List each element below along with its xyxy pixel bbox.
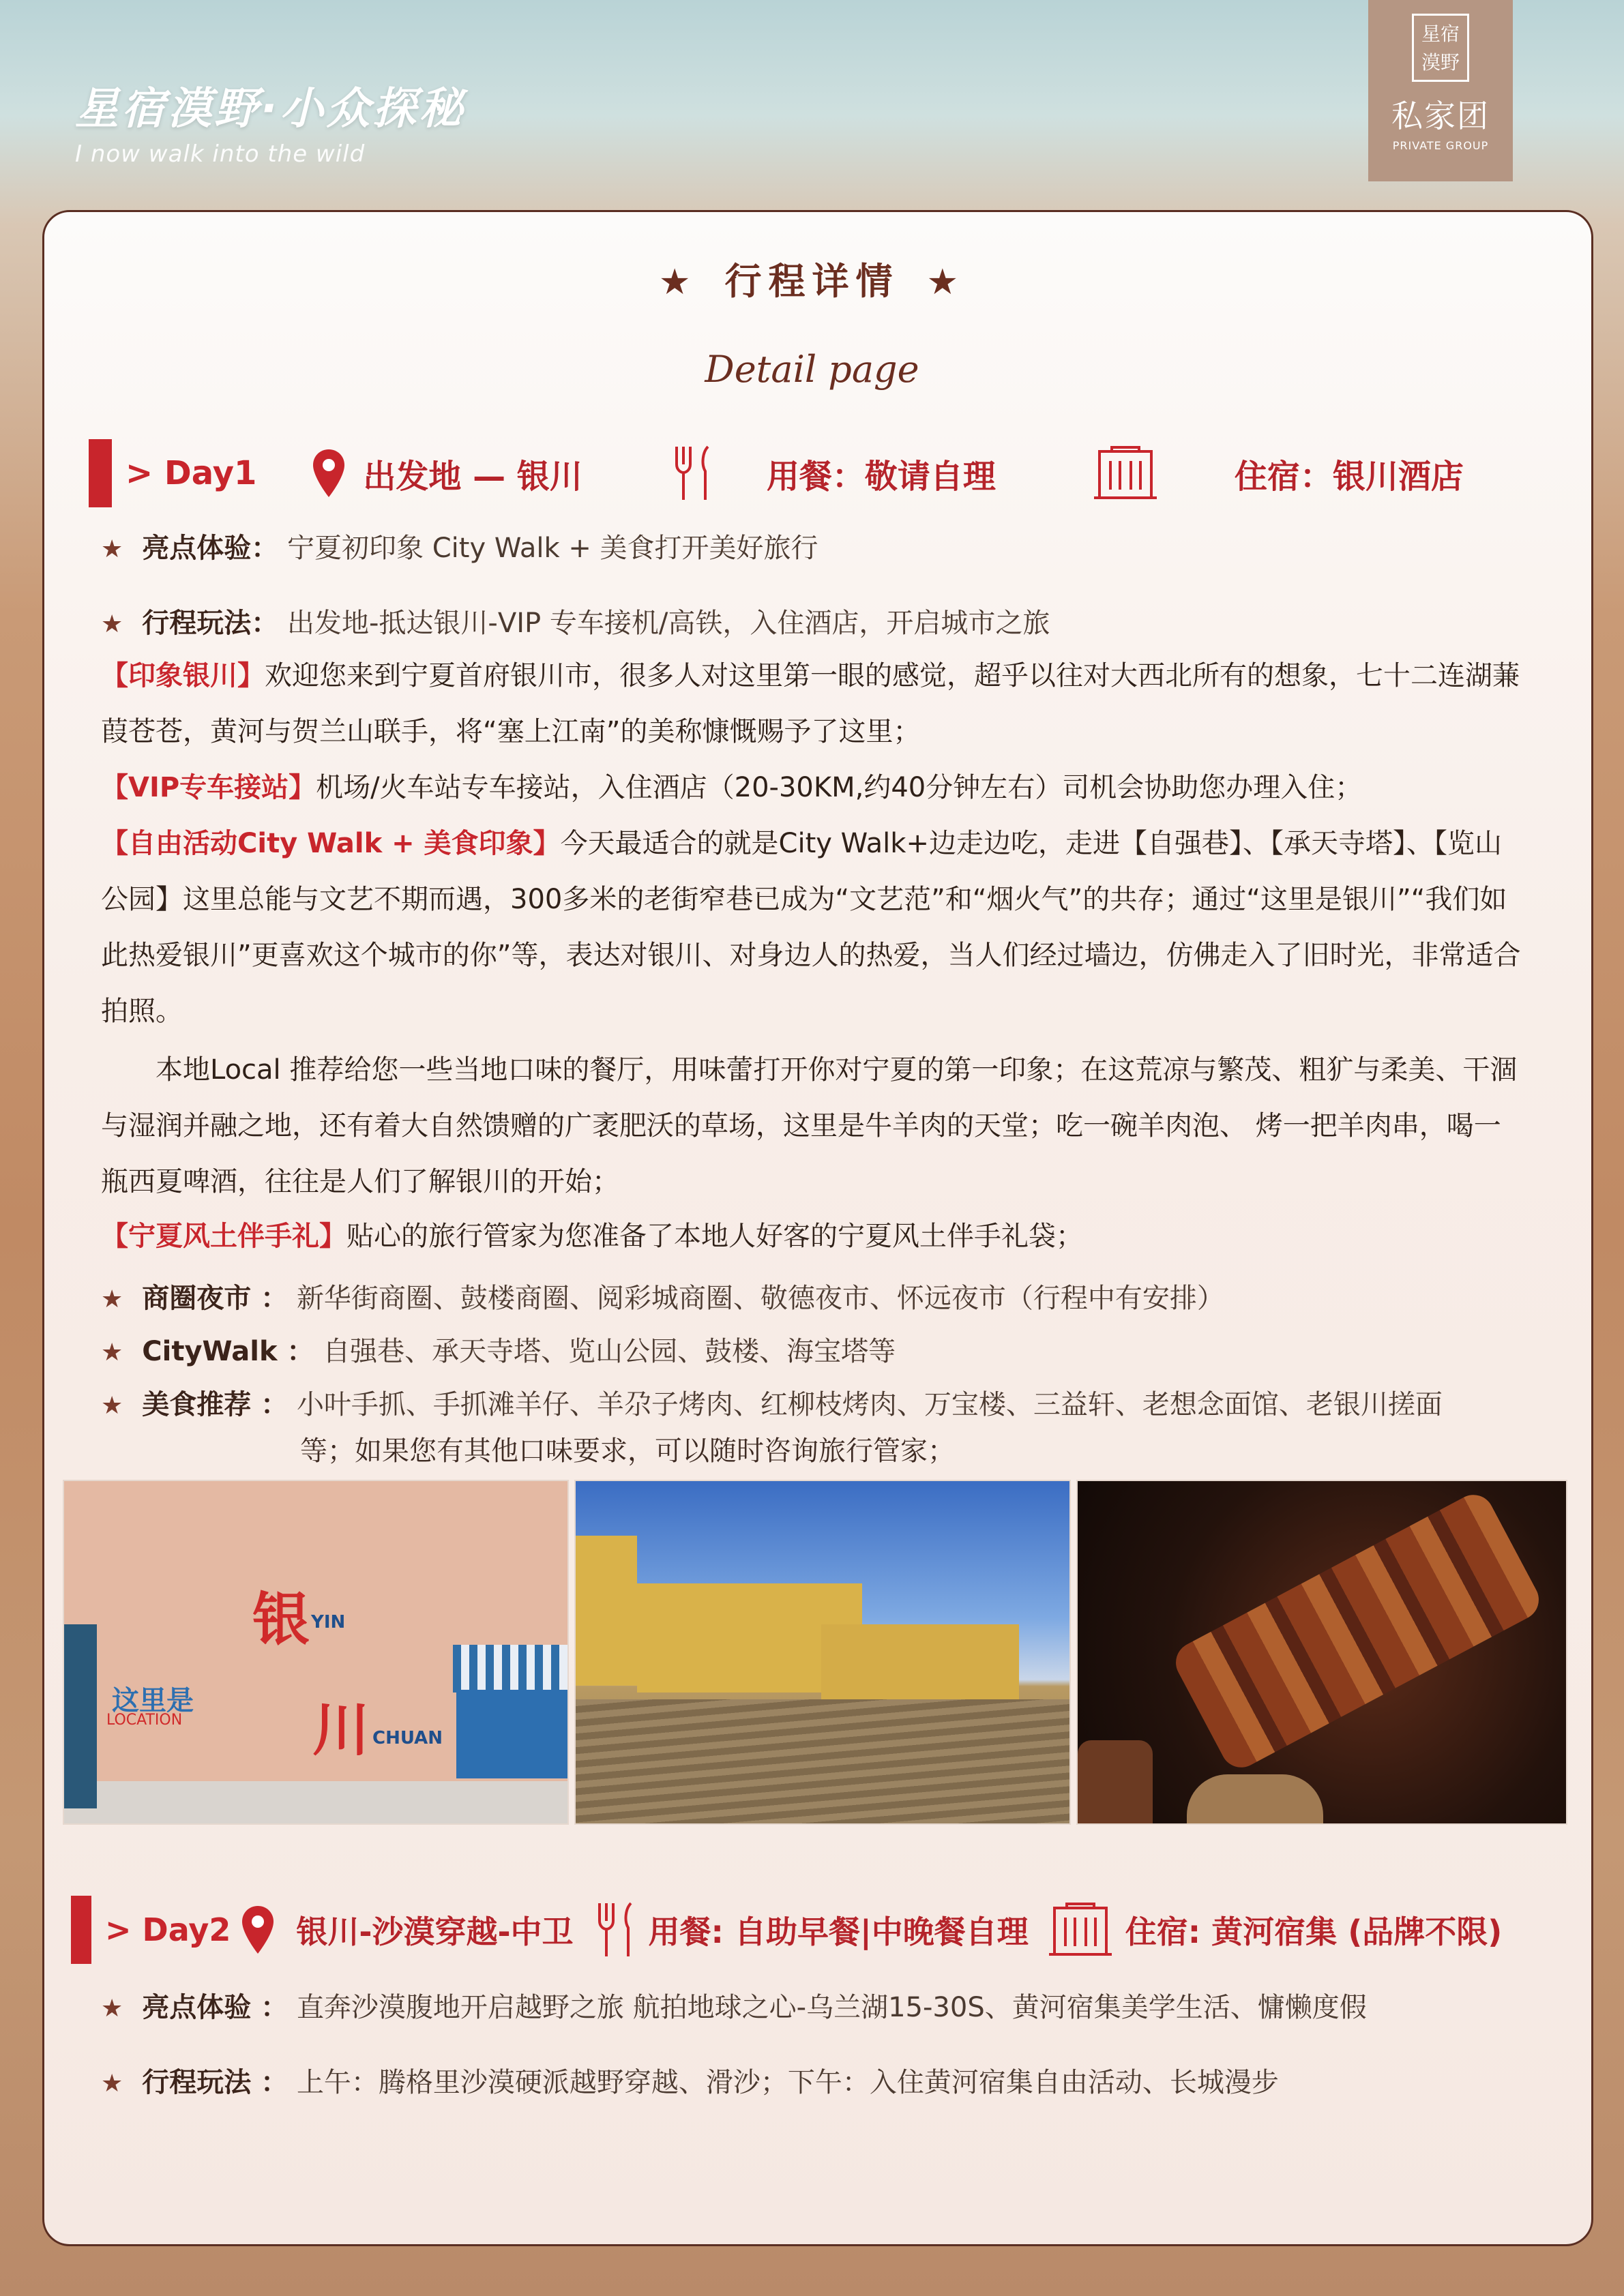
day2-stay: 住宿: 黄河宿集 (品牌不限) xyxy=(1125,1913,1503,1950)
day1-play: ★ 行程玩法： 出发地-抵达银川-VIP 专车接机/高铁，入住酒店，开启城市之旅 xyxy=(101,608,1050,639)
day1-highlight: ★ 亮点体验： 宁夏初印象 City Walk + 美食打开美好旅行 xyxy=(101,533,818,564)
stadium-arches-photo xyxy=(574,1480,1071,1825)
day1-stay: 住宿：银川酒店 xyxy=(1234,457,1464,496)
day-marker xyxy=(71,1896,91,1964)
badge-sub: PRIVATE GROUP xyxy=(1392,139,1489,152)
hotel-building-icon xyxy=(1091,446,1160,501)
day2-play: ★ 行程玩法 ： 上午：腾格里沙漠硬派越野穿越、滑沙；下午：入住黄河宿集自由活动、长城漫步 xyxy=(101,2067,1279,2098)
day2-header xyxy=(71,1896,1502,1964)
page-title xyxy=(0,252,1624,305)
badge-name: 私家团 xyxy=(1391,98,1490,134)
page-subtitle: Detail page xyxy=(705,348,919,391)
day2-label: > Day2 xyxy=(105,1911,231,1948)
fork-knife-icon xyxy=(671,444,719,503)
wall-char-chuan: 川 xyxy=(312,1697,370,1763)
day1-food-cont: 等；如果您有其他口味要求，可以随时咨询旅行管家； xyxy=(300,1435,955,1467)
page-title-text: 行程详情 xyxy=(724,260,900,303)
day1-citywalk: ★ CityWalk ： 自强巷、承天寺塔、览山公园、鼓楼、海宝塔等 xyxy=(101,1336,896,1367)
brand-slogan: I now walk into the wild xyxy=(75,140,366,168)
wall-text-yin: YIN xyxy=(311,1612,346,1632)
day1-food: ★ 美食推荐 ： 小叶手抓、手抓滩羊仔、羊尕子烤肉、红柳枝烤肉、万宝楼、三益轩、老想念面馆、老银川搓面 xyxy=(101,1389,1443,1420)
wall-char-yin: 银 xyxy=(252,1586,310,1653)
day2-meal: 用餐: 自助早餐|中晚餐自理 xyxy=(648,1913,1029,1950)
wall-text-location: LOCATION xyxy=(106,1712,183,1729)
location-pin-icon xyxy=(311,448,346,498)
wall-text-chuan: CHUAN xyxy=(372,1728,443,1748)
star-icon: ★ xyxy=(658,262,698,303)
seal-logo: 星宿漠野 xyxy=(1412,14,1469,82)
hotel-building-icon xyxy=(1046,1903,1114,1957)
yinchuan-wall-photo xyxy=(63,1480,569,1825)
day1-paragraph-vip: 【VIP专车接站】机场/火车站专车接站，入住酒店（20-30KM,约40分钟左右）司机会协助您办理入住； xyxy=(101,772,1363,803)
brand xyxy=(75,74,465,168)
wall-text-here: 这里是 xyxy=(112,1685,194,1716)
star-icon: ★ xyxy=(926,262,966,303)
location-pin-icon xyxy=(240,1905,276,1955)
lamb-skewers-photo xyxy=(1076,1480,1567,1825)
brand-title: 星宿漠野·小众探秘 xyxy=(75,84,466,134)
day2-route: 银川-沙漠穿越-中卫 xyxy=(296,1913,574,1950)
day1-paragraph-yinchuan: 【印象银川】欢迎您来到宁夏首府银川市，很多人对这里第一眼的感觉，超乎以往对大西北所有的想象，七十二连湖蒹葭苍苍，黄河与贺兰山联手，将“塞上江南”的美称慷慨赐予了这里； xyxy=(101,660,1520,747)
day1-paragraph-citywalk: 【自由活动City Walk + 美食印象】今天最适合的就是City Walk+边走边吃，走进【自强巷】、【承天寺塔】、【览山公园】这里总能与文艺不期而遇，300多米的老街窄巷已成为“文艺范”和“烟火气”的共存；通过“这里是银川”“我们如此热爱银川”更喜欢这个城市的你”等，表达对银川、对身边人的热爱，当人们经过墙边，仿佛走入了旧时光，非常适合拍照。 xyxy=(101,828,1521,1027)
day1-meal: 用餐：敬请自理 xyxy=(766,457,996,496)
day1-paragraph-local: 本地Local 推荐给您一些当地口味的餐厅，用味蕾打开你对宁夏的第一印象；在这荒凉与繁茂、粗犷与柔美、干涸与湿润并融之地，还有着大自然馈赠的广袤肥沃的草场，这里是牛羊肉的天堂；吃一碗羊肉泡、 烤一把羊肉串，喝一瓶西夏啤酒，往往是人们了解银川的开始； xyxy=(101,1054,1518,1197)
day1-header xyxy=(89,439,1464,507)
day-marker xyxy=(89,439,112,507)
day1-paragraph-gift: 【宁夏风土伴手礼】贴心的旅行管家为您准备了本地人好客的宁夏风土伴手礼袋； xyxy=(101,1221,1083,1252)
day1-nightmarket: ★ 商圈夜市 ： 新华街商圈、鼓楼商圈、阅彩城商圈、敬德夜市、怀远夜市（行程中有安排） xyxy=(101,1283,1224,1314)
day1-label: > Day1 xyxy=(126,454,257,492)
private-group-badge xyxy=(1368,0,1513,181)
fork-knife-icon xyxy=(594,1900,642,1959)
day1-route: 出发地 — 银川 xyxy=(363,457,582,496)
day2-highlight: ★ 亮点体验 ： 直奔沙漠腹地开启越野之旅 航拍地球之心-乌兰湖15-30S、黄河宿集美学生活、慵懒度假 xyxy=(101,1992,1367,2023)
